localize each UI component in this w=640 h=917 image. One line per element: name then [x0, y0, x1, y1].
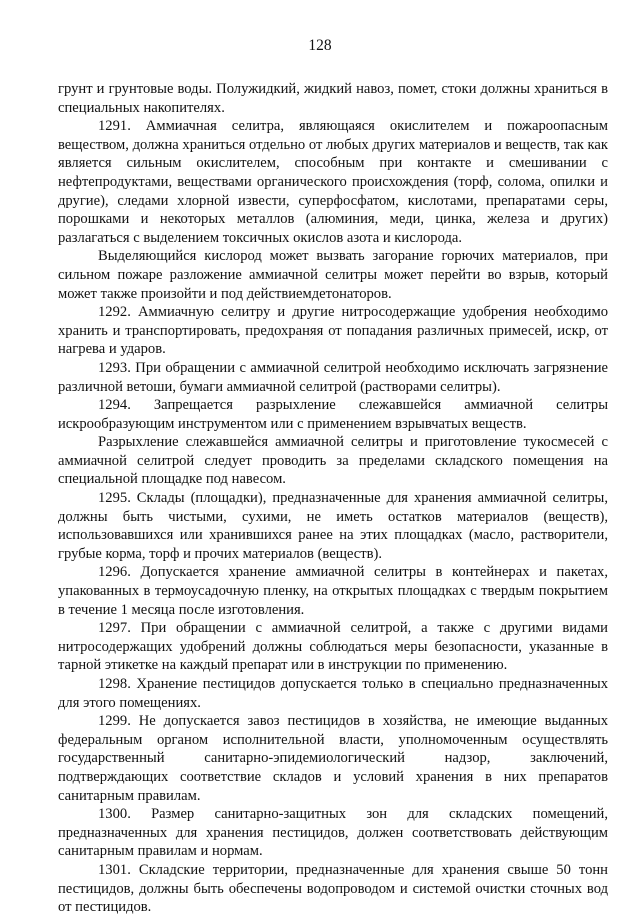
paragraph-1295: 1295. Склады (площадки), предназначенные для хранения аммиачной селитры, должны быть чистыми, сухими, не иметь остатков материалов (веществ), использовавшихся или хранившихся ранее на этих площадках (масло, растворители, грубые корма, торф и прочих материалов (веществ). [58, 490, 608, 562]
paragraph-1294: 1294. Запрещается разрыхление слежавшейся аммиачной селитры искрообразующим инструментом или с применением взрывчатых веществ. [58, 397, 608, 432]
paragraph-1300: 1300. Размер санитарно-защитных зон для складских помещений, предназначенных для хранения пестицидов, должен соответствовать действующим санитарным правилам и нормам. [58, 806, 608, 860]
paragraph-1293: 1293. При обращении с аммиачной селитрой необходимо исключать загрязнение различной ветоши, бумаги аммиачной селитрой (растворами селитры). [58, 359, 608, 395]
paragraph-1296: 1296. Допускается хранение аммиачной селитры в контейнерах и пакетах, упакованных в термоусадочную пленку, на открытых площадках с твердым покрытием в течение 1 месяца после изготовления. [58, 564, 608, 618]
paragraph-oxygen-ignition: Выделяющийся кислород может вызвать загорание горючих материалов, при сильном пожаре разложение аммиачной селитры может перейти во взрыв, который может также произойти и под действиемдетонаторов. [58, 248, 608, 302]
paragraph-1291: 1291. Аммиачная селитра, являющаяся окислителем и пожароопасным веществом, должна храниться отдельно от любых других материалов и веществ, так как является сильным окислителем, способным при контакте и смешивании с нефтепродуктами, веществами органического происхождения (торф, солома, опилки и другие), следами хлорной извести, суперфосфатом, кислотами, препаратами серы, порошками и некоторых металлов (алюминия, меди, цинка, железа и других) разлагаться с выделением токсичных окислов азота и кислорода. [58, 118, 608, 246]
paragraph-1292: 1292. Аммиачную селитру и другие нитросодержащие удобрения необходимо хранить и транспортировать, предохраняя от попадания различных примесей, искр, от нагрева и ударов. [58, 304, 608, 358]
document-body [58, 80, 608, 917]
page-number: 128 [308, 37, 332, 54]
paragraph-1301: 1301. Складские территории, предназначенные для хранения свыше 50 тонн пестицидов, должны быть обеспечены водопроводом и системой очистки сточных вод от пестицидов. [58, 861, 608, 916]
paragraph-continuation: грунт и грунтовые воды. Полужидкий, жидкий навоз, помет, стоки должны храниться в специальных накопителях. [58, 81, 608, 116]
paragraph-1297: 1297. При обращении с аммиачной селитрой, а также с другими видами нитросодержащих удобрений должны соблюдаться меры безопасности, указанные в тарной этикетке на каждый препарат или в инструкции по применению. [58, 620, 608, 674]
paragraph-loosening: Разрыхление слежавшейся аммиачной селитры и приготовление тукосмесей с аммиачной селитрой следует проводить за пределами складского помещения на специальной площадке под навесом. [58, 434, 608, 488]
paragraph-1299: 1299. Не допускается завоз пестицидов в хозяйства, не имеющие выданных федеральным органом исполнительной власти, уполномоченным осуществлять государственный санитарно-эпидемиологический надзор, заключений, подтверждающих соответствие складов и условий хранения в них препаратов санитарным правилам. [58, 713, 608, 804]
paragraph-1298: 1298. Хранение пестицидов допускается только в специально предназначенных для этого помещениях. [58, 676, 608, 711]
